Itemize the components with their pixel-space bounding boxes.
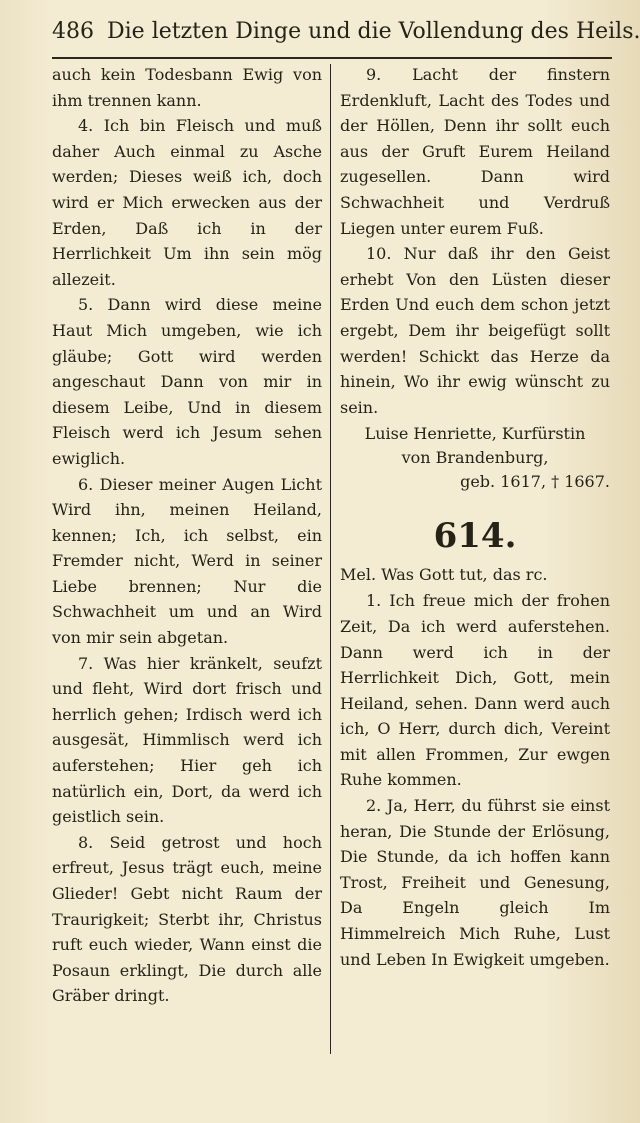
verse: 5. Dann wird diese meine Haut Mich umgeben, wie ich gläube; Gott wird werden angeschaut Dann von mir in diesem Leibe, Und in diesem Fleisch werd ich Jesum sehen ewiglich.: [52, 295, 322, 468]
verse: 1. Ich freue mich der frohen Zeit, Da ich werd auferstehen. Dann werd ich in der Herrlichkeit Dich, Gott, mein Heiland, sehen. Dann werd auch ich, O Herr, durch dich, Vereint mit allen Frommen, Zur ewgen Ruhe kommen.: [340, 591, 610, 790]
left-column: [52, 62, 322, 1009]
author-title: von Brandenburg,: [401, 448, 549, 468]
right-column: [340, 62, 610, 972]
verse-continuation: auch kein Todesbann Ewig von ihm trennen kann.: [52, 65, 322, 110]
verse: 4. Ich bin Fleisch und muß daher Auch einmal zu Asche werden; Dieses weiß ich, doch wird er Mich erwecken aus der Erden, Daß ich in der Herrlichkeit Um ihn sein mög allezeit.: [52, 116, 322, 289]
column-divider: [330, 64, 331, 1054]
header-rule: [52, 57, 612, 59]
author-name: Luise Henriette, Kurfürstin: [364, 424, 586, 444]
verse: 10. Nur daß ihr den Geist erhebt Von den Lüsten dieser Erden Und euch dem schon jetzt ergebt, Dem ihr beigefügt sollt werden! Schickt das Herze da hinein, Wo ihr ewig wünscht zu sein.: [340, 244, 610, 417]
hymn-author: [340, 422, 610, 494]
running-title: Die letzten Dinge und die Vollendung des Heils.: [107, 19, 640, 44]
author-dates: geb. 1617, † 1667.: [460, 472, 610, 492]
verse: 6. Dieser meiner Augen Licht Wird ihn, meinen Heiland, kennen; Ich, ich selbst, ein Fremder nicht, Werd in seiner Liebe brennen; Nur die Schwachheit um und an Wird von mir sein abgetan.: [52, 474, 322, 648]
hymn-number: 614.: [433, 516, 517, 557]
running-header: [52, 18, 640, 46]
melody-line: Mel. Was Gott tut, das rc.: [340, 565, 548, 585]
verse: 7. Was hier kränkelt, seufzt und fleht, Wird dort frisch und herrlich gehen; Irdisch werd ich ausgesät, Himmlisch werd ich auferstehen; Hier geh ich natürlich ein, Dort, da werd ich geistlich sein.: [52, 653, 322, 827]
page-number: 486: [52, 19, 94, 44]
verse: 8. Seid getrost und hoch erfreut, Jesus trägt euch, meine Glieder! Gebt nicht Raum der Traurigkeit; Sterbt ihr, Christus ruft euch wieder, Wann einst die Posaun erklingt, Die durch alle Gräber dringt.: [52, 832, 322, 1006]
verse: 2. Ja, Herr, du führst sie einst heran, Die Stunde der Erlösung, Die Stunde, da ich hoffen kann Trost, Freiheit und Genesung, Da Engeln gleich Im Himmelreich Mich Ruhe, Lust und Leben In Ewigkeit umgeben.: [340, 796, 610, 969]
verse: 9. Lacht der finstern Erdenkluft, Lacht des Todes und der Höllen, Denn ihr sollt euch aus der Gruft Eurem Heiland zugesellen. Dann wird Schwachheit und Verdruß Liegen unter eurem Fuß.: [340, 65, 610, 238]
